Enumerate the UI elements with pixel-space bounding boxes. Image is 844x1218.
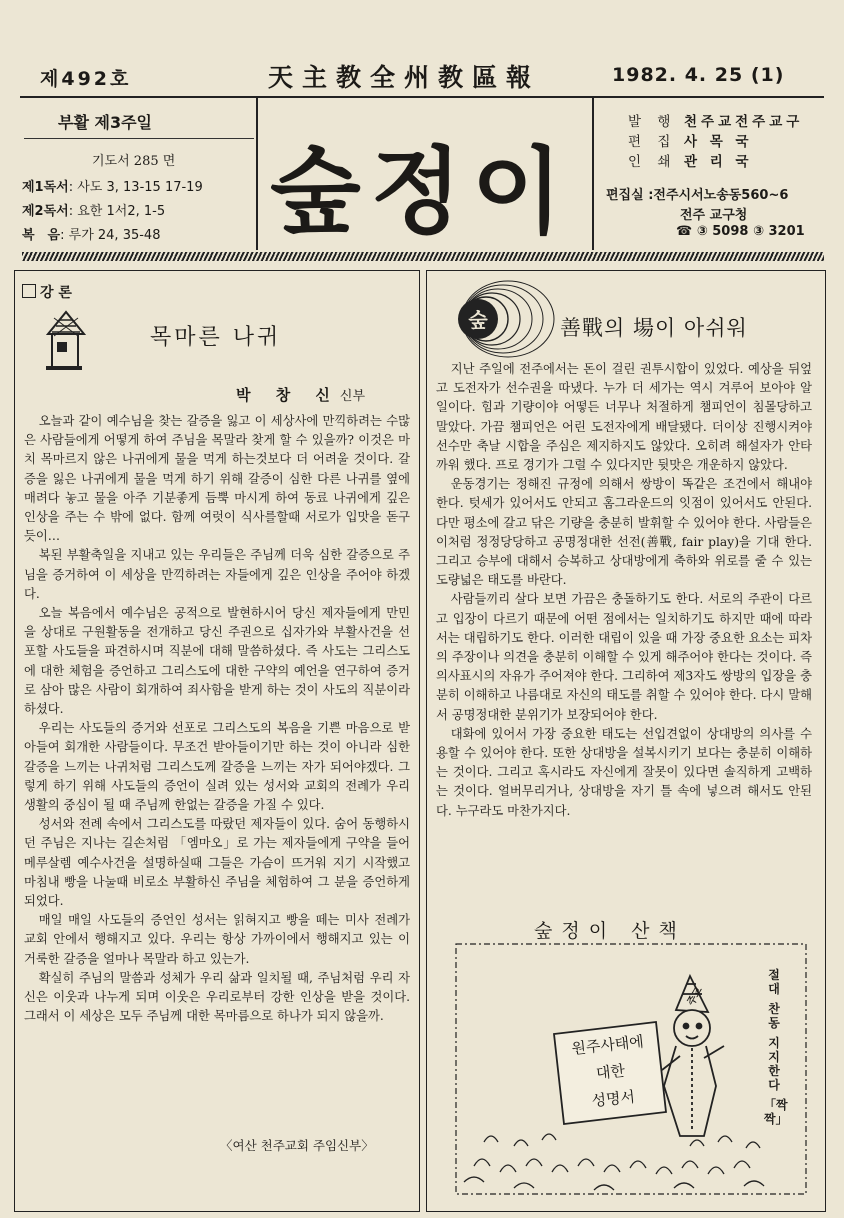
phone-number: ☎ ③ 5098 ③ 3201 (676, 224, 805, 239)
prayer-book-page: 기도서 285 면 (92, 154, 176, 169)
header-stripe (22, 252, 824, 261)
printer-row: 인 쇄 관 리 국 (628, 154, 753, 170)
masthead-rule (20, 96, 824, 98)
house-icon (42, 308, 90, 376)
editor-row: 편 집 사 목 국 (628, 134, 753, 150)
divider-left (256, 98, 258, 250)
paragraph: 확실히 주님의 말씀과 성체가 우리 삶과 일치될 때, 주님처럼 우리 자신은 이웃과 나누게 되며 이웃은 우리로부터 강한 인상을 받을 것이다. 그래서 이 세상은 모두 주님께 대한 목마름으로 하나가 되지 않을까. (24, 970, 410, 1024)
editorial-signature: 〈여산 천주교회 주임신부〉 (220, 1138, 374, 1153)
editorial-title: 목마른 나귀 (150, 325, 282, 350)
paragraph: 매일 매일 사도들의 증언인 성서는 읽혀지고 빵을 떼는 미사 전례가 교회 안에서 행해지고 있다. 우리는 항상 가까이에서 행해지고 있는 이 거룩한 갈증을 얼마나 목말라 하고 있는가. (24, 913, 410, 966)
reading-1: 제1독서: 사도 3, 13-15 17-19 (22, 180, 203, 195)
divider-right (592, 98, 594, 250)
issue-number: 제492호 (40, 68, 132, 90)
column-title: 善戰의 場이 아쉬워 (560, 316, 748, 340)
column-emblem (448, 278, 558, 360)
paragraph: 지난 주일에 전주에서는 돈이 걸린 권투시합이 있었다. 예상을 뒤엎고 도전자가 선수권을 따냈다. 누가 더 세가는 역시 겨루어 보아야 알 일이다. 힘과 기량이야 어떻든 너무나 처절하게 챔피언이 침몰당하고 말았다. 가끔 챔피언은 어린 도전자에게 배달됐다. 더이상 진행시켜야 선수만 축날 시합을 주심은 제지하지도 않았다. 오히려 해설자가 안타까워 했다. 프로 경기가 그럴 수 있다지만 뒷맛은 개운하지 않았다. (436, 362, 812, 473)
newspaper-title: 숲정이 (270, 138, 573, 247)
publisher-row: 발 행 천주교전주교구 (628, 114, 804, 130)
editorial-byline: 박 창 신신부 (236, 386, 366, 404)
issue-date: 1982. 4. 25 (1) (612, 64, 785, 86)
paragraph: 대화에 있어서 가장 중요한 태도는 선입견없이 상대방의 의사를 수용할 수 있어야 한다. 또한 상대방을 설복시키기 보다는 충분히 이해하는 것이다. 그리고 혹시라도 자신에게 잘못이 있다면 솔직하게 고백하는 것이다. 얼버무리거나, 상대방을 자기 틀 속에 넣으려 해서도 안된다. 누구라도 마찬가지다. (436, 726, 812, 818)
paragraph: 복된 부활축일을 지내고 있는 우리들은 주님께 더욱 심한 갈증으로 주님을 증거하여 이 세상을 만끽하려는 자들에게 깊은 인상을 주어야 하겠다. (24, 548, 410, 601)
week-rule (24, 138, 254, 139)
column-body (436, 360, 812, 821)
cartoon-caption: 절대 찬동 지지한다 「짝짝」 (764, 968, 788, 1126)
paragraph: 운동경기는 정해진 규정에 의해서 쌍방이 똑같은 조건에서 해내야 한다. 텃세가 있어서도 안되고 홈그라운드의 잇점이 있어서도 안된다. 다만 평소에 갈고 닦은 기량을 충분히 발휘할 수 있어야 한다. 사람들은 이처럼 정정당당하고 공명정대한 선전(善戰, fair play)을 기대 한다. 그리고 승부에 대해서 승복하고 상대방에게 축하와 위로를 줄 수 있는 도량넓은 태도를 바란다. (436, 477, 812, 588)
reading-2: 제2독서: 요한 1서2, 1-5 (22, 204, 166, 219)
address-line-1: 편집실 :전주시서노송동560~6 (606, 188, 789, 203)
paragraph: 오늘 복음에서 예수님은 공적으로 발현하시어 당신 제자들에게 만민을 상대로 구원활동을 전개하고 당신 주권으로 십자가와 부활사건을 선포할 사도들을 파견하시며 직분에 대해 말씀하셨다. 즉 사도는 그리스도에 대한 체험을 증언하고 그리스도에 대한 구약의 예언을 연구하여 증거로 삼아 많은 사람이 회개하여 죄사함을 받게 하는 것이 사도의 직분이라 하셨다. (24, 606, 410, 717)
paper-name: 天主教全州教區報 (268, 63, 541, 92)
mitre-text: 주교 (685, 985, 705, 1008)
liturgical-week: 부활 제3주일 (58, 113, 152, 132)
reading-gospel: 복 음: 루가 24, 35-48 (22, 228, 161, 243)
address-line-2: 전주 교구청 (680, 208, 748, 223)
editorial-body (24, 412, 410, 1027)
cartoon-sign: 원주사태에 대한 성명서 (570, 1032, 645, 1111)
paragraph: 오늘과 같이 예수님을 찾는 갈증을 잃고 이 세상사에 만끽하려는 수많은 사람들에게 어떻게 하여 주님을 목말라 찾게 할 수 있을까? 이것은 마치 목마르지 않은 나귀에게 물을 먹게 하는것보다 더 어려울 것이다. 갈증을 잃은 나귀에게 물을 먹게 하기 위해 갈증이 심한 다른 나귀를 옆에 매려다 놓고 물을 아주 기분좋게 듬뿍 마시게 하여 동료 나귀에게 깊은 인상을 주는 수 밖에 없다. 함께 여럿이 식사를할때 서로가 입맛을 돋구듯이… (24, 414, 410, 544)
paragraph: 성서와 전례 속에서 그리스도를 따랐던 제자들이 있다. 숨어 동행하시던 주님은 지나는 길손처럼 「엠마오」로 가는 제자들에게 구약을 들어 메루살렘 예수사건을 설명하실때 그들은 가슴이 뜨거워 지기 시작했고 마침내 빵을 나눌때 비로소 부활하신 주님을 체험하여 그 분을 증언하게 되었다. (24, 817, 410, 909)
emblem-text: 숲 (468, 308, 488, 332)
sketch-title: 숲정이 산책 (534, 920, 686, 942)
paragraph: 사람들끼리 살다 보면 가끔은 충돌하기도 한다. 서로의 주관이 다르고 입장이 다르기 때문에 어떤 점에서는 일치하기도 하지만 때에 따라서는 대립하기도 한다. 이러한 대립이 있을 때 가장 중요한 요소는 피차의 주장이나 의견을 충분히 이해할 수 있게 해주어야 한다는 것이다. 즉 의사표시의 자유가 주어져야 한다. 그리하여 제3자도 쌍방의 입장을 충분히 이해하고 나름대로 자신의 태도를 취할 수 있어야 한다. 다시 말해서 공명정대한 분위기가 보장되어야 한다. (436, 592, 812, 722)
section-tag: 강 론 (22, 282, 72, 302)
paragraph: 우리는 사도들의 증거와 선포로 그리스도의 복음을 기쁜 마음으로 받아들여 회개한 사람들이다. 무조건 받아들이기만 하는 것이 아니라 심한 갈증을 느끼는 나귀처럼 그리스도께 갈증을 느끼는 자가 되어야겠다. 그렇게 하기 위해 사도들의 증언이 실려 있는 성서와 교회의 전례가 우리 생활의 중심이 될 때 주님께 한없는 갈증을 가질 수 있다. (24, 721, 410, 813)
